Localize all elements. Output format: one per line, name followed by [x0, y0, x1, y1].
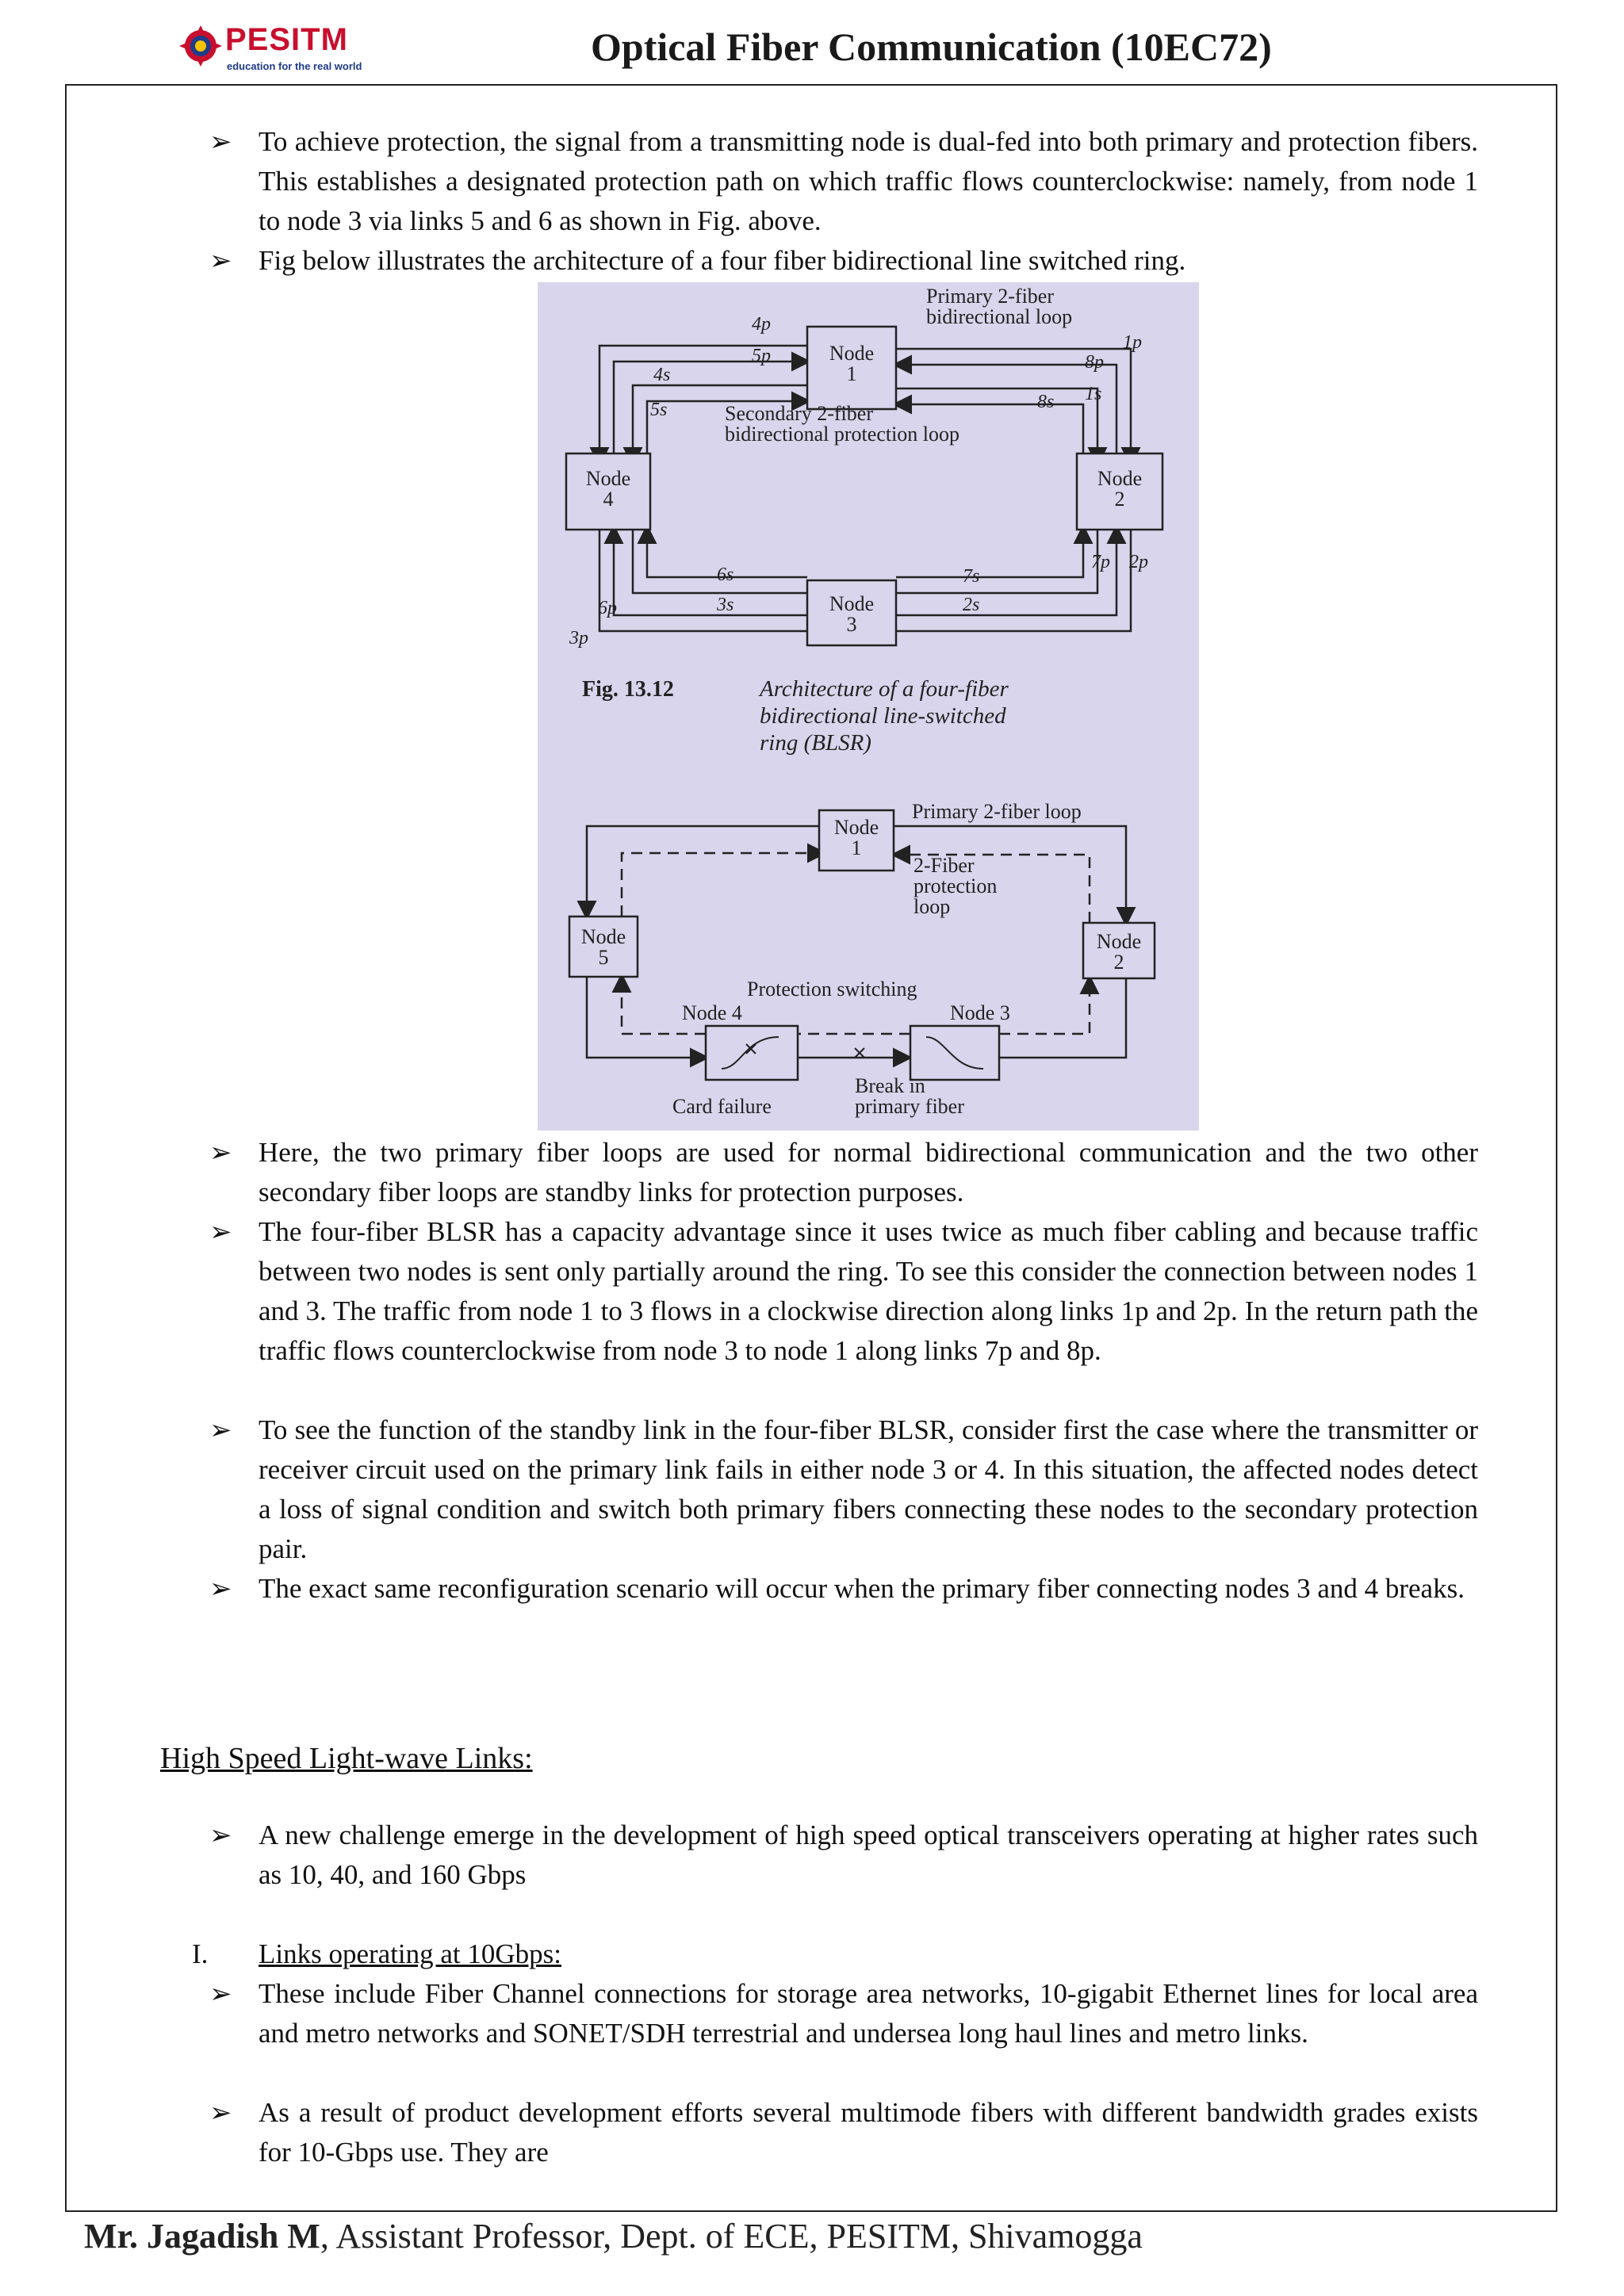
bullet-icon: ➢: [209, 245, 232, 277]
svg-text:Fig. 13.12: Fig. 13.12: [582, 677, 674, 702]
subsection-numeral: I.: [192, 1938, 209, 1969]
svg-text:primary fiber: primary fiber: [855, 1095, 964, 1118]
paragraph: The exact same reconfiguration scenario will occur when the primary fiber connecting nodes 3 and 4 breaks.: [259, 1573, 1465, 1604]
svg-text:Node: Node: [1096, 930, 1142, 953]
bullet-icon: ➢: [209, 1978, 232, 2010]
svg-text:Break in: Break in: [855, 1074, 925, 1097]
svg-text:Protection switching: Protection switching: [747, 978, 917, 1001]
svg-text:1: 1: [851, 836, 862, 859]
svg-text:Primary 2-fiber: Primary 2-fiber: [926, 285, 1055, 308]
svg-text:4s: 4s: [653, 365, 671, 385]
svg-text:4p: 4p: [752, 314, 771, 335]
svg-text:Node 3: Node 3: [950, 1001, 1010, 1024]
svg-text:2p: 2p: [1129, 552, 1148, 572]
bullet-icon: ➢: [209, 2097, 232, 2129]
page-title: Optical Fiber Communication (10EC72): [591, 25, 1272, 69]
paragraph: To see the function of the standby link in the four-fiber BLSR, consider first the case where the transmitter or receiver circuit used on the primary link fails in either node 3 or 4. In this situation, the affected nodes detect a loss of signal condition and switch both primary fibers connecting these nodes to the secondary protection pair.: [259, 1414, 1478, 1564]
svg-text:4: 4: [603, 488, 614, 511]
svg-text:3: 3: [846, 613, 857, 636]
svg-text:6s: 6s: [717, 564, 734, 585]
svg-text:Card failure: Card failure: [672, 1095, 772, 1118]
svg-text:3s: 3s: [717, 595, 734, 615]
node3-label: Node: [829, 592, 875, 615]
bullet-icon: ➢: [209, 1573, 232, 1605]
paragraph: A new challenge emerge in the development of high speed optical transceivers operating at higher rates such as 10, 40, and 160 Gbps: [259, 1820, 1478, 1890]
svg-text:bidirectional loop: bidirectional loop: [926, 305, 1073, 328]
svg-text:Node 4: Node 4: [682, 1001, 742, 1024]
logo-name: PESITM: [225, 22, 348, 57]
svg-text:ring (BLSR): ring (BLSR): [760, 730, 871, 756]
figure-caption: [582, 676, 1009, 756]
bullet-icon: ➢: [209, 1137, 232, 1169]
bottom-node-boxes: [569, 810, 1155, 1080]
svg-text:Architecture of a four-fiber: Architecture of a four-fiber: [760, 676, 1009, 702]
paragraph: Fig below illustrates the architecture of a four fiber bidirectional line switched ring.: [259, 245, 1186, 276]
svg-text:bidirectional protection loop: bidirectional protection loop: [725, 423, 960, 446]
paragraph: As a result of product development efforts several multimode fibers with different bandwidth grades exists for 10-Gbps use. They are: [259, 2097, 1478, 2168]
svg-text:2: 2: [1114, 488, 1125, 511]
paragraph: Here, the two primary fiber loops are used for normal bidirectional communication and the two other secondary fiber loops are standby links for protection purposes.: [259, 1137, 1478, 1207]
svg-text:8s: 8s: [1037, 392, 1055, 412]
svg-text:5p: 5p: [752, 346, 771, 366]
paragraph: These include Fiber Channel connections for storage area networks, 10-gigabit Ethernet lines for local area and metro networks and SONET/SDH terrestrial and undersea long haul lines and metro links.: [259, 1978, 1478, 2049]
svg-text:Node: Node: [580, 925, 626, 948]
paragraph: To achieve protection, the signal from a transmitting node is dual-fed into both primary and protection fibers. This establishes a designated protection path on which traffic flows counterclockwise: namely, from node 1 to node 3 via links 5 and 6 as shown in Fig. above.: [259, 126, 1478, 236]
gear-logo-icon: [176, 24, 225, 68]
page-header: [0, 0, 1624, 87]
svg-text:1s: 1s: [1085, 384, 1102, 404]
svg-text:protection: protection: [914, 874, 998, 897]
svg-text:Secondary 2-fiber: Secondary 2-fiber: [725, 402, 873, 425]
bullet-icon: ➢: [209, 1216, 232, 1248]
svg-text:loop: loop: [914, 895, 951, 918]
svg-text:2s: 2s: [963, 595, 980, 615]
svg-text:3p: 3p: [569, 628, 588, 649]
svg-text:8p: 8p: [1085, 352, 1104, 373]
page-footer: [84, 2216, 1143, 2256]
bullet-icon: ➢: [209, 1820, 232, 1851]
svg-text:bidirectional line-switched: bidirectional line-switched: [760, 703, 1006, 729]
section-heading: High Speed Light-wave Links:: [160, 1742, 533, 1775]
svg-text:7s: 7s: [963, 566, 980, 587]
blsr-figure: [538, 282, 1199, 1131]
logo-tagline: education for the real world: [227, 60, 362, 72]
svg-text:6p: 6p: [598, 598, 617, 618]
svg-text:5s: 5s: [650, 400, 668, 420]
subsection-title: Links operating at 10Gbps:: [259, 1938, 562, 1969]
author-affiliation: , Assistant Professor, Dept. of ECE, PESITM, Shivamogga: [320, 2217, 1143, 2256]
svg-text:Node: Node: [833, 816, 879, 839]
node4-label: Node: [585, 467, 631, 490]
svg-text:5: 5: [598, 946, 609, 969]
svg-text:2: 2: [1113, 951, 1124, 974]
author-name: Mr. Jagadish M: [84, 2217, 320, 2256]
bullet-icon: ➢: [209, 1414, 232, 1446]
node2-label: Node: [1097, 467, 1143, 490]
pesitm-logo: [176, 21, 438, 76]
bullet-icon: ➢: [209, 126, 232, 158]
svg-text:1p: 1p: [1123, 332, 1142, 353]
svg-text:1: 1: [846, 362, 857, 385]
blsr-diagram: [538, 282, 1199, 1131]
node1-label: Node: [829, 342, 875, 365]
svg-text:7p: 7p: [1091, 552, 1110, 572]
svg-text:Primary 2-fiber loop: Primary 2-fiber loop: [912, 800, 1082, 823]
svg-text:2-Fiber: 2-Fiber: [914, 854, 975, 877]
paragraph: The four-fiber BLSR has a capacity advantage since it uses twice as much fiber cabling and because traffic between two nodes is sent only partially around the ring. To see this consider the connection between nodes 1 and 3. The traffic from node 1 to 3 flows in a clockwise direction along links 1p and 2p. In the return path the traffic flows counterclockwise from node 3 to node 1 along links 7p and 8p.: [259, 1216, 1478, 1366]
